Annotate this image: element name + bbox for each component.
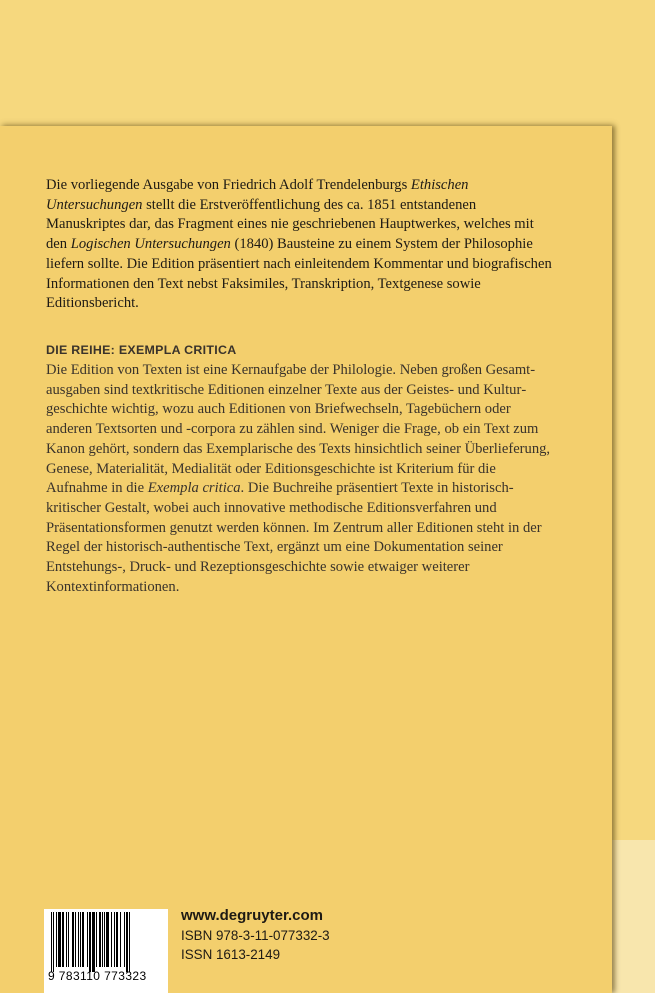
publisher-url: www.degruyter.com (181, 907, 323, 924)
barcode-bar (58, 912, 61, 967)
barcode-bar (87, 912, 88, 967)
series-italic-name: Exempla critica (147, 480, 241, 497)
series-description (46, 361, 558, 597)
barcode-bar (129, 912, 130, 972)
barcode-bar (106, 912, 109, 967)
barcode-bar (104, 912, 105, 967)
series-text-1: Die Edition von Texten ist eine Kernaufgabe der Philologie. Neben großen Gesamtausgaben sind textkritische Editionen einzelner Texte aus der Geistes- und Kulturgeschichte wichtig, wozu auch Editionen von Briefwechseln, Tagebüchern oder anderen Textsorten und -corpora zu zählen sind. Weniger die Frage, ob ein Text zum Kanon gehört, sondern das Exemplarische des Texts hinsichtlich seiner Überlieferung, Genese, Materialität, Medialität oder Editionsgeschichte ist Kriterium für die Aufnahme in die (46, 362, 551, 497)
barcode-bar (102, 912, 103, 967)
series-heading: DIE REIHE: EXEMPLA CRITICA (46, 343, 237, 357)
barcode-bar (99, 912, 101, 967)
blurb-text-2: stellt die Erstveröffentlichung des ca. 1851 entstandenen Manuskriptes dar, das Fragment eines nie geschriebenen Hauptwerkes, welches mit den (46, 196, 534, 253)
barcode-bar (68, 912, 69, 967)
blurb-text-3: (1840) Bausteine zu einem System der Philosophie liefern sollte. Die Edition präsentiert nach einleitendem Kommentar und biografischen Informationen den Text nebst Faksimiles, Transkription, Textgenese sowie Editionsbericht. (46, 236, 552, 312)
barcode-bar (82, 912, 84, 967)
barcode-bar (80, 912, 81, 967)
isbn-number: ISBN 978-3-11-077332-3 (181, 928, 330, 943)
barcode-bar (124, 912, 125, 967)
barcode-bars (49, 912, 163, 972)
blurb-italic-title-2: Logischen Untersuchungen (70, 236, 231, 253)
barcode-bar (53, 912, 54, 972)
barcode-bar (89, 912, 91, 972)
blurb-italic-title-1: Ethischen Untersuchungen (46, 177, 469, 213)
barcode-bar (66, 912, 67, 967)
barcode-bar (111, 912, 112, 967)
barcode-bar (126, 912, 128, 972)
isbn-barcode (44, 909, 168, 993)
barcode-bar (92, 912, 95, 972)
barcode-bar (75, 912, 76, 967)
barcode-bar (78, 912, 79, 967)
blurb-text-1: Die vorliegende Ausgabe von Friedrich Adolf Trendelenburgs (46, 177, 411, 193)
issn-number: ISSN 1613-2149 (181, 947, 281, 962)
barcode-digits: 9 783110 773323 (48, 969, 147, 983)
barcode-bar (120, 912, 121, 967)
barcode-bar (56, 912, 57, 967)
page-edge-strip (612, 840, 655, 993)
barcode-bar (62, 912, 64, 967)
barcode-bar (51, 912, 52, 972)
series-text-2: . Die Buchreihe präsentiert Texte in historisch-kritischer Gestalt, wobei auch innovative methodische Editionsverfahren und Präsentationsformen genutzt werden können. Im Zentrum aller Editionen steht in der Regel der historisch-authentische Text, ergänzt um eine Dokumentation seiner Entstehungs-, Druck- und Rezeptionsgeschichte sowie etwaiger weiterer Kontextinformationen. (46, 480, 542, 595)
book-blurb (46, 176, 556, 314)
barcode-bar (96, 912, 97, 967)
barcode-bar (116, 912, 118, 967)
barcode-bar (72, 912, 74, 967)
publisher-info (181, 906, 330, 964)
barcode-bar (114, 912, 115, 967)
